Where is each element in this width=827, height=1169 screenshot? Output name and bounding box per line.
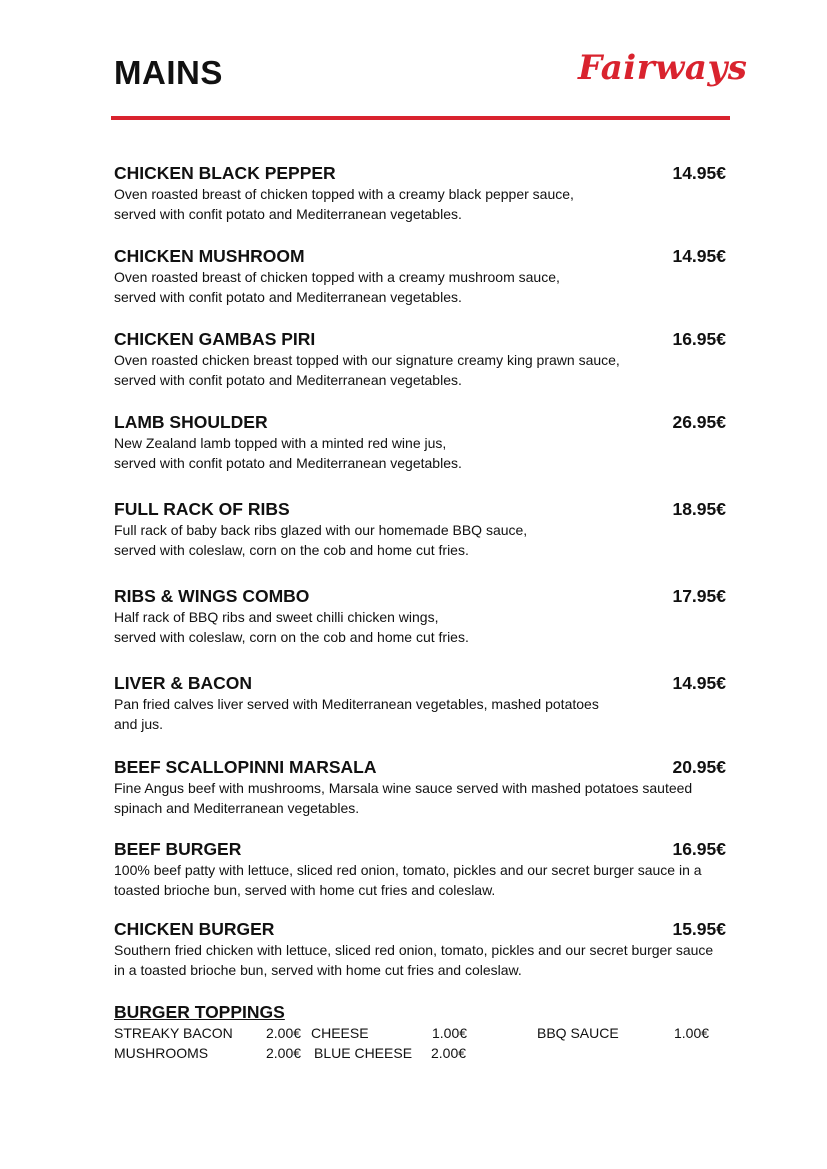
item-price: 16.95€ <box>672 839 726 859</box>
item-description: Southern fried chicken with lettuce, sliced red onion, tomato, pickles and our secret burger sauce in a toasted brioche bun, served with home cut fries and coleslaw. <box>114 942 714 978</box>
item-price: 14.95€ <box>672 246 726 266</box>
fairways-logo: Fairways <box>578 48 748 88</box>
item-price: 18.95€ <box>672 499 726 519</box>
menu-item <box>114 756 726 818</box>
item-name: CHICKEN GAMBAS PIRI <box>114 329 316 349</box>
topping-price: 2.00€ <box>431 1045 467 1061</box>
topping-name: MUSHROOMS <box>114 1045 209 1061</box>
item-name: CHICKEN MUSHROOM <box>114 246 305 266</box>
item-price: 17.95€ <box>672 586 726 606</box>
item-price: 20.95€ <box>672 757 726 777</box>
topping-name: BLUE CHEESE <box>314 1045 413 1061</box>
item-name: CHICKEN BURGER <box>114 919 275 939</box>
item-description: Pan fried calves liver served with Mediterranean vegetables, mashed potatoes and jus. <box>114 696 599 732</box>
item-price: 14.95€ <box>672 673 726 693</box>
menu-item <box>114 672 726 734</box>
item-name: BEEF BURGER <box>114 839 242 859</box>
topping-price: 1.00€ <box>432 1025 468 1041</box>
item-price: 16.95€ <box>672 329 726 349</box>
item-name: RIBS & WINGS COMBO <box>114 586 310 606</box>
toppings-row <box>114 1023 726 1043</box>
item-description: Oven roasted breast of chicken topped with a creamy black pepper sauce, served with confit potato and Mediterranean vegetables. <box>114 186 574 222</box>
item-description: 100% beef patty with lettuce, sliced red onion, tomato, pickles and our secret burger sauce in a toasted brioche bun, served with home cut fries and coleslaw. <box>114 862 702 898</box>
item-description: Half rack of BBQ ribs and sweet chilli chicken wings, served with coleslaw, corn on the cob and home cut fries. <box>114 609 469 645</box>
menu-item <box>114 498 726 560</box>
header-divider <box>111 116 730 120</box>
topping-name: STREAKY BACON <box>114 1025 233 1041</box>
menu-item <box>114 918 726 980</box>
toppings-row <box>114 1043 726 1063</box>
menu-item <box>114 411 726 473</box>
menu-item <box>114 328 726 390</box>
topping-price: 2.00€ <box>266 1025 302 1041</box>
item-description: New Zealand lamb topped with a minted red wine jus, served with confit potato and Mediterranean vegetables. <box>114 435 462 471</box>
item-price: 26.95€ <box>672 412 726 432</box>
item-name: CHICKEN BLACK PEPPER <box>114 163 336 183</box>
topping-price: 2.00€ <box>266 1045 302 1061</box>
item-description: Oven roasted breast of chicken topped with a creamy mushroom sauce, served with confit potato and Mediterranean vegetables. <box>114 269 560 305</box>
item-price: 15.95€ <box>672 919 726 939</box>
item-description: Oven roasted chicken breast topped with our signature creamy king prawn sauce, served with confit potato and Mediterranean vegetables. <box>114 352 620 388</box>
item-name: LAMB SHOULDER <box>114 412 268 432</box>
item-price: 14.95€ <box>672 163 726 183</box>
item-description: Full rack of baby back ribs glazed with our homemade BBQ sauce, served with coleslaw, corn on the cob and home cut fries. <box>114 522 528 558</box>
item-name: LIVER & BACON <box>114 673 253 693</box>
menu-item <box>114 162 726 224</box>
topping-price: 1.00€ <box>674 1025 710 1041</box>
toppings-title: BURGER TOPPINGS <box>114 1002 285 1022</box>
burger-toppings-section <box>114 1001 726 1063</box>
item-name: FULL RACK OF RIBS <box>114 499 290 519</box>
item-name: BEEF SCALLOPINNI MARSALA <box>114 757 377 777</box>
menu-item <box>114 585 726 647</box>
topping-name: CHEESE <box>311 1025 369 1041</box>
item-description: Fine Angus beef with mushrooms, Marsala wine sauce served with mashed potatoes sauteed spinach and Mediterranean vegetables. <box>114 780 693 816</box>
menu-item <box>114 838 726 900</box>
page-title: MAINS <box>114 54 223 91</box>
topping-name: BBQ SAUCE <box>537 1025 619 1041</box>
menu-item <box>114 245 726 307</box>
